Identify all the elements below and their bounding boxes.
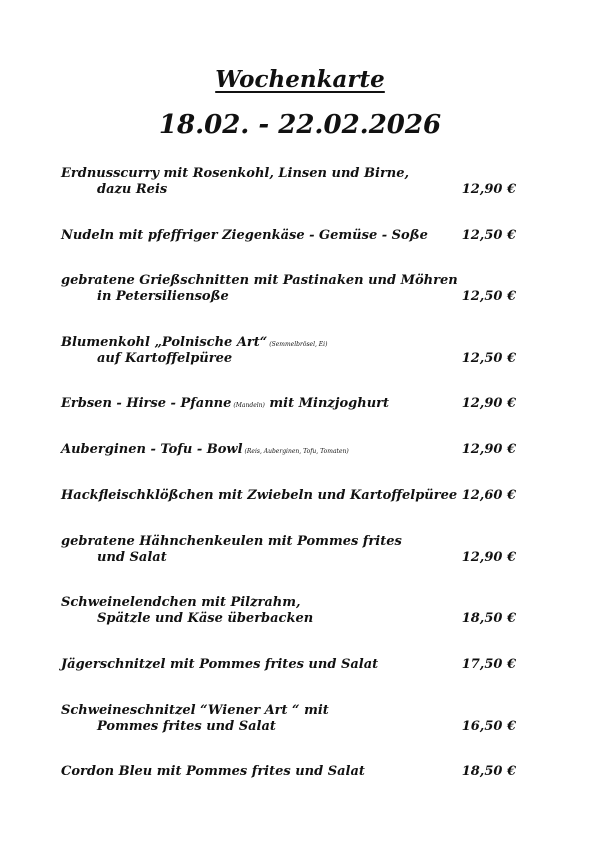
menu-item-cordon-bleu <box>61 764 521 780</box>
dish-price: 18,50 € <box>461 764 516 779</box>
dish-ingredients-note: (Mandeln) <box>233 402 265 409</box>
dish-price: 12,60 € <box>461 488 516 503</box>
menu-date-range: 18.02. - 22.02.2026 <box>158 110 442 140</box>
dish-name-continued: auf Kartoffelpüree <box>97 351 233 366</box>
dish-price: 12,90 € <box>461 182 516 197</box>
dish-name-line <box>61 442 521 458</box>
dish-name: Hackfleischklößchen mit Zwiebeln und Kartoffelpüree <box>61 488 458 503</box>
dish-ingredients-note: (Semmelbrösel, Ei) <box>269 341 328 348</box>
menu-item-schweineschnitzel <box>61 703 521 735</box>
dish-name: Cordon Bleu mit Pommes frites und Salat <box>61 764 365 779</box>
dish-name: Blumenkohl „Polnische Art“ <box>61 335 268 350</box>
dish-name: Schweinelendchen mit Pilzrahm, <box>61 595 301 610</box>
dish-price: 12,50 € <box>461 289 516 304</box>
dish-name: Erdnusscurry mit Rosenkohl, Linsen und Birne, <box>61 166 410 181</box>
dish-name-continued: Spätzle und Käse überbacken <box>97 611 314 626</box>
dish-name-line <box>61 396 521 412</box>
dish-price: 16,50 € <box>461 719 516 734</box>
menu-item-hackfleischkloesschen <box>61 488 521 504</box>
dish-ingredients-note: (Reis, Auberginen, Tofu, Tomaten) <box>244 448 349 455</box>
dish-name: gebratene Grießschnitten mit Pastinaken und Möhren <box>61 273 458 288</box>
dish-price: 12,90 € <box>461 550 516 565</box>
dish-price: 12,90 € <box>461 442 516 457</box>
menu-item-schweinelendchen <box>61 595 521 627</box>
menu-title: Wochenkarte <box>215 66 385 93</box>
dish-price: 17,50 € <box>461 657 516 672</box>
dish-name-continued: und Salat <box>97 550 167 565</box>
dish-name: Erbsen - Hirse - Pfanne <box>61 396 232 411</box>
dish-price: 12,50 € <box>461 351 516 366</box>
menu-item-griessschnitten <box>61 273 521 305</box>
menu-item-jaegerschnitzel <box>61 657 521 673</box>
dish-name: Schweineschnitzel “Wiener Art “ mit <box>61 703 329 718</box>
dish-name: Jägerschnitzel mit Pommes frites und Salat <box>61 657 379 672</box>
dish-price: 12,50 € <box>461 228 516 243</box>
dish-name-continued: in Petersiliensoße <box>97 289 229 304</box>
dish-name: Auberginen - Tofu - Bowl <box>61 442 243 457</box>
dish-name: gebratene Hähnchenkeulen mit Pommes frites <box>61 534 402 549</box>
menu-item-haehnchenkeulen <box>61 534 521 566</box>
menu-item-erbsen-hirse-pfanne <box>61 396 521 412</box>
menu-item-auberginen-tofu-bowl <box>61 442 521 458</box>
dish-name-continued: dazu Reis <box>97 182 168 197</box>
dish-name-suffix: mit Minzjoghurt <box>269 396 390 411</box>
dish-name-line <box>61 335 521 351</box>
dish-price: 18,50 € <box>461 611 516 626</box>
menu-item-blumenkohl <box>61 335 521 367</box>
dish-price: 12,90 € <box>461 396 516 411</box>
dish-name: Nudeln mit pfeffriger Ziegenkäse - Gemüse - Soße <box>61 228 428 243</box>
dish-name-continued: Pommes frites und Salat <box>97 719 276 734</box>
menu-item-nudeln <box>61 228 521 244</box>
menu-item-erdnusscurry <box>61 166 521 198</box>
